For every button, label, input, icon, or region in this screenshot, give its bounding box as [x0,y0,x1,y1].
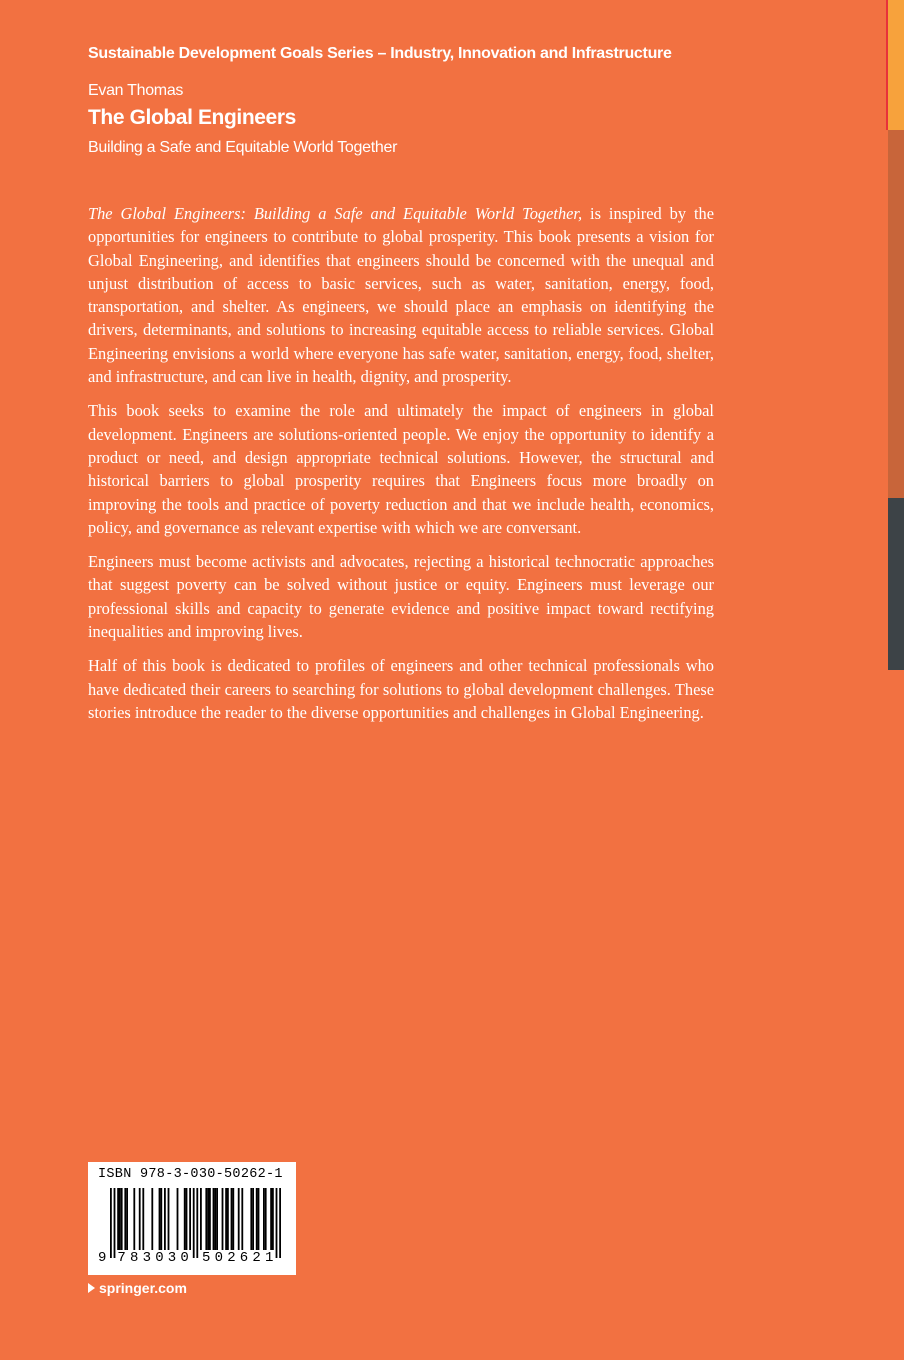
barcode-bar [225,1188,227,1250]
barcode-digit: 8 [130,1250,139,1266]
book-subtitle: Building a Safe and Equitable World Together [88,139,398,156]
barcode-digit: 7 [117,1250,126,1266]
isbn-barcode [88,1162,296,1275]
barcode-bar [270,1188,272,1250]
barcode-bar [164,1188,166,1250]
blurb-paragraph-1 [88,202,714,388]
barcode-bar [238,1188,240,1250]
barcode-digit: 0 [214,1250,223,1266]
publisher-website-text: springer.com [99,1280,187,1296]
barcode-bar [279,1188,281,1258]
barcode-digit: 0 [155,1250,164,1266]
spine-color-strip-bottom [888,498,904,670]
barcode-digit: 9 [98,1250,107,1266]
book-title: The Global Engineers [88,106,296,129]
barcode-digit: 3 [142,1250,151,1266]
barcode-digit: 1 [265,1250,274,1266]
barcode-bar [114,1188,116,1258]
barcode-bar [272,1188,274,1250]
barcode-bar [186,1188,188,1250]
blurb-paragraph-1-text: is inspired by the opportunities for engineers to contribute to global prosperity. This book presents a vision for Global Engineering, and identifies that engineers should be concerned with the unequal and unjust distribution of access to basic services, such as water, sanitation, energy, food, transportation, and shelter. As engineers, we should place an emphasis on identifying the drivers, determinants, and solutions to increasing equitable access to reliable services. Global Engineering envisions a world where everyone has safe water, sanitation, energy, food, shelter, and infrastructure, and can live in health, dignity, and prosperity. [88,204,714,387]
barcode-bar [121,1188,123,1250]
author-name: Evan Thomas [88,82,184,99]
isbn-label: ISBN 978-3-030-50262-1 [98,1167,283,1182]
series-title: Sustainable Development Goals Series – Industry, Innovation and Infrastructure [88,45,672,62]
blurb-paragraph-3: Engineers must become activists and advocates, rejecting a historical technocratic approaches that suggest poverty can be solved without justice or equity. Engineers must leverage our professional skills and capacity to generate evidence and positive impact toward rectifying inequalities and improving lives. [88,552,714,642]
barcode-bar [252,1188,254,1250]
triangle-right-icon [88,1283,95,1293]
barcode-bar [184,1188,186,1250]
barcode-bar [241,1188,243,1250]
barcode-bar [159,1188,161,1250]
barcode-bar [126,1188,128,1250]
barcode-bar [250,1188,252,1250]
barcode-bar [193,1188,195,1258]
barcode-bar [177,1188,179,1250]
barcode-bar [110,1188,112,1258]
barcode-bar [124,1188,126,1250]
barcode-bar [160,1188,162,1250]
publisher-website[interactable] [88,1280,187,1296]
barcode-bar [222,1188,224,1250]
blurb-paragraph-2: This book seeks to examine the role and ultimately the impact of engineers in global development. Engineers are solutions-oriented people. We enjoy the opportunity to identify a product or need, and design appropriate technical solutions. However, the structural and historical barriers to global prosperity requires that Engineers focus more broadly on improving the tools and practice of poverty reduction and that we include health, economics, policy, and governance as relevant expertise with which we are conversant. [88,401,714,537]
barcode-digit: 2 [252,1250,261,1266]
barcode-bar [139,1188,141,1250]
barcode-bar [227,1188,229,1250]
barcode-bar [168,1188,170,1250]
back-cover-blurb [88,202,714,735]
barcode-digit: 6 [239,1250,249,1266]
barcode-digit: 5 [202,1250,211,1266]
barcode-bar [214,1188,216,1250]
barcode-bar [119,1188,121,1250]
barcode-bar [231,1188,233,1250]
barcode-bar [142,1188,144,1250]
barcode-digit: 3 [167,1250,177,1266]
barcode-bar [232,1188,234,1250]
spine-color-strip-top [886,0,904,130]
barcode-bar [265,1188,267,1250]
barcode-bar [133,1188,135,1250]
barcode-bar [258,1188,260,1250]
barcode-bar [209,1188,211,1250]
blurb-paragraph-4: Half of this book is dedicated to profiles of engineers and other technical professionals who have dedicated their careers to searching for solutions to global development challenges. These stories introduce the reader to the diverse opportunities and challenges in Global Engineering. [88,656,714,722]
barcode-bar [117,1188,119,1250]
barcode-digit: 0 [180,1250,189,1266]
barcode-bar [207,1188,209,1250]
blurb-italic-title: The Global Engineers: Building a Safe and Equitable World Together, [88,204,583,223]
barcode-bar [216,1188,218,1250]
barcode-bar [189,1188,191,1250]
barcode-bar [213,1188,215,1250]
barcode-bar [276,1188,278,1258]
barcode-bar [256,1188,258,1250]
barcode-bar [263,1188,265,1250]
barcode-bar [196,1188,198,1258]
barcode-bar [205,1188,207,1250]
barcode-bar [200,1188,202,1250]
spine-color-strip-middle [888,130,904,498]
barcode-digit: 2 [227,1250,236,1266]
barcode-bar [151,1188,153,1250]
